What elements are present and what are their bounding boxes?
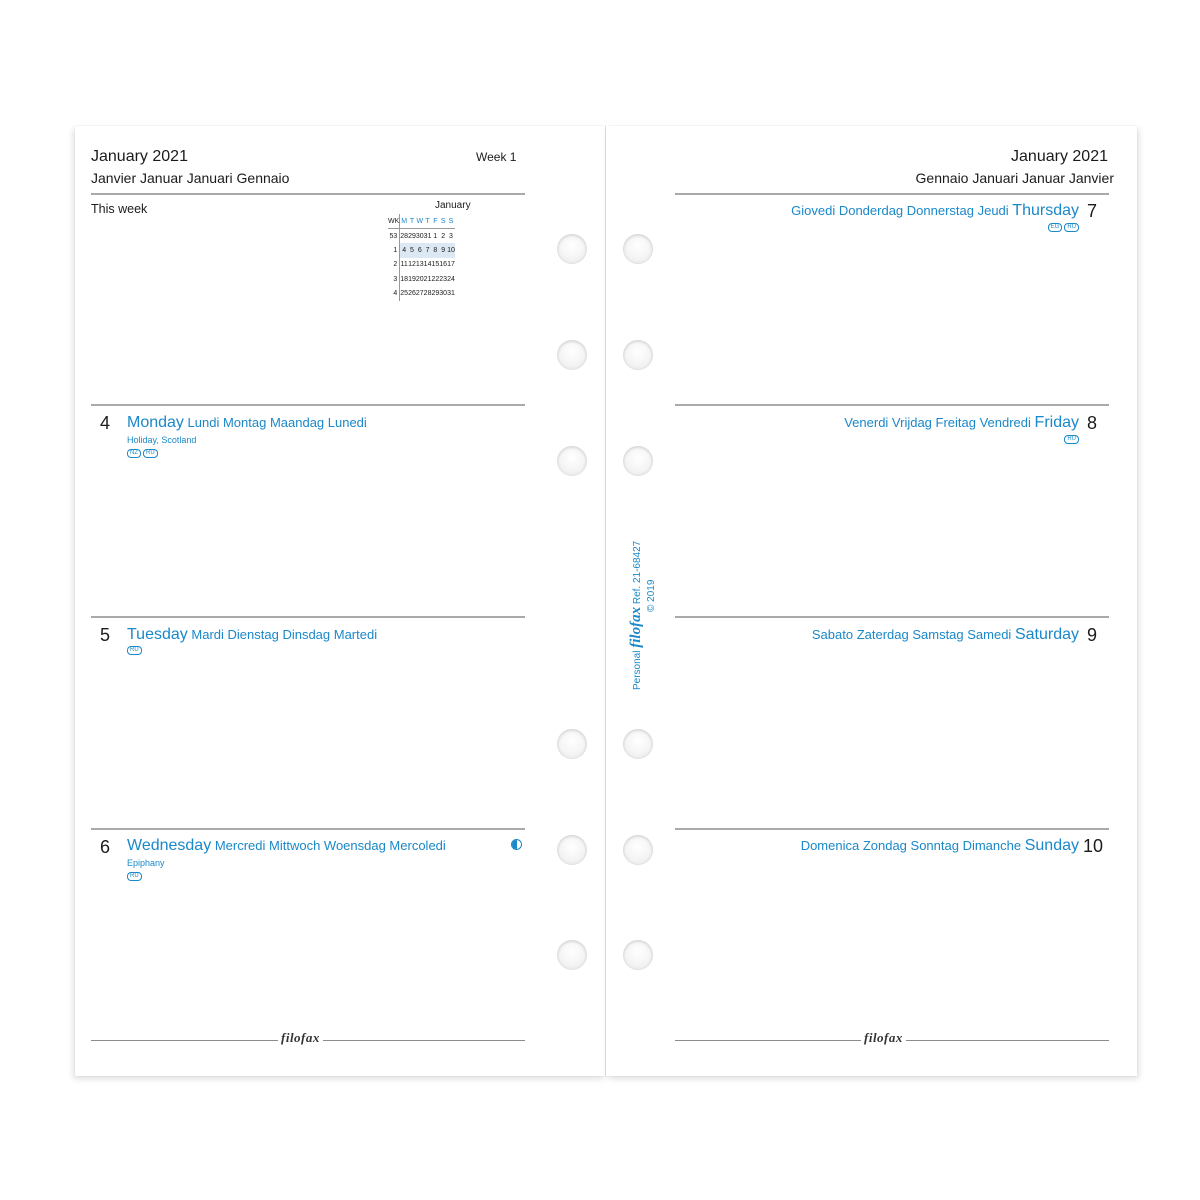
- country-badge: RU: [1064, 223, 1079, 232]
- calendar-day: 27: [415, 290, 424, 298]
- calendar-day: 10: [447, 243, 455, 258]
- left-page: [75, 126, 606, 1076]
- country-badge: NZ: [127, 449, 141, 458]
- binder-hole: [623, 729, 653, 759]
- day-name-main: Tuesday: [127, 626, 188, 643]
- calendar-day: 21: [423, 275, 432, 283]
- binder-hole: [557, 835, 587, 865]
- day-number: 10: [1083, 836, 1104, 856]
- spine-size: Personal: [632, 650, 643, 690]
- day-rule: [675, 828, 1109, 830]
- day-name-translations: Mardi Dienstag Dinsdag Martedi: [191, 627, 378, 642]
- calendar-header: M: [400, 214, 408, 229]
- day-name-main: Thursday: [1012, 202, 1079, 219]
- calendar-day: 28: [400, 232, 409, 240]
- half-moon-icon: [511, 839, 522, 850]
- day-badges: [127, 646, 142, 655]
- calendar-day: 23: [439, 275, 448, 283]
- calendar-day: 13: [415, 261, 424, 269]
- day-name-translations: Domenica Zondag Sonntag Dimanche: [800, 838, 1022, 853]
- day-badges: [127, 449, 158, 458]
- day-name-translations: Mercredi Mittwoch Woensdag Mercoledi: [214, 838, 446, 853]
- country-badge: RU: [1064, 435, 1079, 444]
- calendar-day: 1: [433, 232, 438, 240]
- calendar-header: S: [447, 214, 455, 229]
- binder-hole: [623, 446, 653, 476]
- day-name: [844, 414, 1079, 432]
- day-name-translations: Giovedi Donderdag Donnerstag Jeudi: [791, 203, 1009, 218]
- day-badges: [1064, 435, 1079, 444]
- day-name-translations: Venerdi Vrijdag Freitag Vendredi: [844, 415, 1031, 430]
- calendar-week-number: 53: [388, 229, 400, 244]
- calendar-week-number: 2: [388, 258, 400, 273]
- spine-brand-logo: filofax: [628, 606, 644, 648]
- calendar-day: 29: [408, 232, 416, 240]
- calendar-day: 9: [439, 243, 447, 258]
- day-name-main: Saturday: [1014, 626, 1079, 643]
- spine-line-1: [628, 541, 645, 690]
- calendar-day: 6: [416, 243, 424, 258]
- calendar-day: 8: [431, 243, 439, 258]
- week-label: Week 1: [476, 150, 517, 164]
- binder-hole: [623, 835, 653, 865]
- calendar-day: 16: [439, 261, 448, 269]
- calendar-header: WK: [388, 214, 400, 229]
- country-badge: RU: [143, 449, 158, 458]
- day-rule: [91, 828, 525, 830]
- day-rule: [675, 404, 1109, 406]
- calendar-day: 18: [400, 275, 409, 283]
- calendar-header: W: [416, 214, 424, 229]
- right-page: [606, 126, 1137, 1076]
- calendar-week-number: 3: [388, 272, 400, 287]
- calendar-day: 30: [415, 232, 424, 240]
- this-week-label: This week: [91, 202, 148, 216]
- header-rule: [675, 193, 1109, 195]
- calendar-header: F: [431, 214, 439, 229]
- calendar-header: T: [408, 214, 416, 229]
- binder-hole: [623, 340, 653, 370]
- country-badge: EG: [1048, 223, 1063, 232]
- calendar-week-row: [388, 258, 455, 273]
- calendar-week-row: [388, 287, 455, 302]
- calendar-week-row: [388, 229, 455, 244]
- day-name: [791, 202, 1079, 220]
- day-rule: [675, 616, 1109, 618]
- calendar-day: 7: [424, 243, 432, 258]
- mini-calendar-table: [388, 214, 455, 301]
- binder-hole: [557, 446, 587, 476]
- day-name-main: Wednesday: [127, 837, 212, 854]
- calendar-day: 5: [408, 243, 416, 258]
- day-name-translations: Sabato Zaterdag Samstag Samedi: [811, 627, 1012, 642]
- day-number: 8: [1087, 413, 1098, 433]
- header-rule: [91, 193, 525, 195]
- calendar-day: 15: [431, 261, 440, 269]
- day-name: [812, 626, 1079, 644]
- day-name-translations: Lundi Montag Maandag Lunedi: [187, 415, 367, 430]
- calendar-day: 17: [447, 261, 455, 269]
- day-name: [127, 626, 377, 644]
- calendar-day: 26: [408, 290, 416, 298]
- mini-calendar-title: January: [435, 200, 471, 211]
- calendar-week-row-current: [388, 243, 455, 258]
- day-rule: [91, 616, 525, 618]
- left-month-translations: Janvier Januar Januari Gennaio: [91, 170, 290, 186]
- day-note: Epiphany: [127, 858, 165, 868]
- calendar-day: 19: [408, 275, 416, 283]
- spine-ref: Ref. 21-68427: [632, 540, 643, 605]
- day-name: [127, 837, 446, 855]
- binder-hole: [557, 940, 587, 970]
- day-number: 5: [100, 625, 111, 645]
- left-month-year: January 2021: [91, 148, 188, 165]
- calendar-day: 30: [439, 290, 448, 298]
- country-badge: RU: [127, 872, 142, 881]
- calendar-day: 20: [415, 275, 424, 283]
- calendar-day: 25: [400, 290, 409, 298]
- calendar-day: 12: [408, 261, 416, 269]
- calendar-day: 31: [447, 290, 455, 298]
- calendar-day: 29: [431, 290, 440, 298]
- day-note: Holiday, Scotland: [127, 435, 197, 445]
- binder-hole: [557, 729, 587, 759]
- calendar-header: S: [439, 214, 447, 229]
- day-name: [127, 414, 367, 432]
- day-number: 7: [1087, 201, 1098, 221]
- calendar-day: 31: [423, 232, 432, 240]
- day-name-main: Sunday: [1024, 837, 1079, 854]
- right-month-translations: Gennaio Januari Januar Janvier: [915, 170, 1114, 186]
- day-number: 6: [100, 837, 111, 857]
- day-name-main: Monday: [127, 414, 184, 431]
- filofax-logo: filofax: [278, 1030, 323, 1046]
- binder-hole: [557, 234, 587, 264]
- filofax-logo: filofax: [861, 1030, 906, 1046]
- calendar-day: 11: [400, 261, 408, 269]
- binder-hole: [623, 940, 653, 970]
- binder-hole: [557, 340, 587, 370]
- day-rule: [91, 404, 525, 406]
- day-name-main: Friday: [1034, 414, 1079, 431]
- calendar-week-row: [388, 272, 455, 287]
- calendar-day: 2: [441, 232, 446, 240]
- calendar-week-number: 4: [388, 287, 400, 302]
- calendar-day: 28: [423, 290, 432, 298]
- day-name: [801, 837, 1079, 855]
- right-month-year: January 2021: [1011, 148, 1108, 165]
- calendar-header: T: [424, 214, 432, 229]
- calendar-day: 24: [447, 275, 455, 283]
- day-badges: [127, 872, 142, 881]
- calendar-day: 3: [449, 232, 453, 240]
- day-number: 9: [1087, 625, 1098, 645]
- calendar-day: 22: [431, 275, 440, 283]
- calendar-day: 4: [400, 243, 408, 258]
- day-badges: [1048, 223, 1079, 232]
- calendar-week-number: 1: [388, 243, 400, 258]
- calendar-day: 14: [423, 261, 432, 269]
- country-badge: RU: [127, 646, 142, 655]
- binder-hole: [623, 234, 653, 264]
- day-number: 4: [100, 413, 111, 433]
- spine-copyright: © 2019: [646, 579, 657, 612]
